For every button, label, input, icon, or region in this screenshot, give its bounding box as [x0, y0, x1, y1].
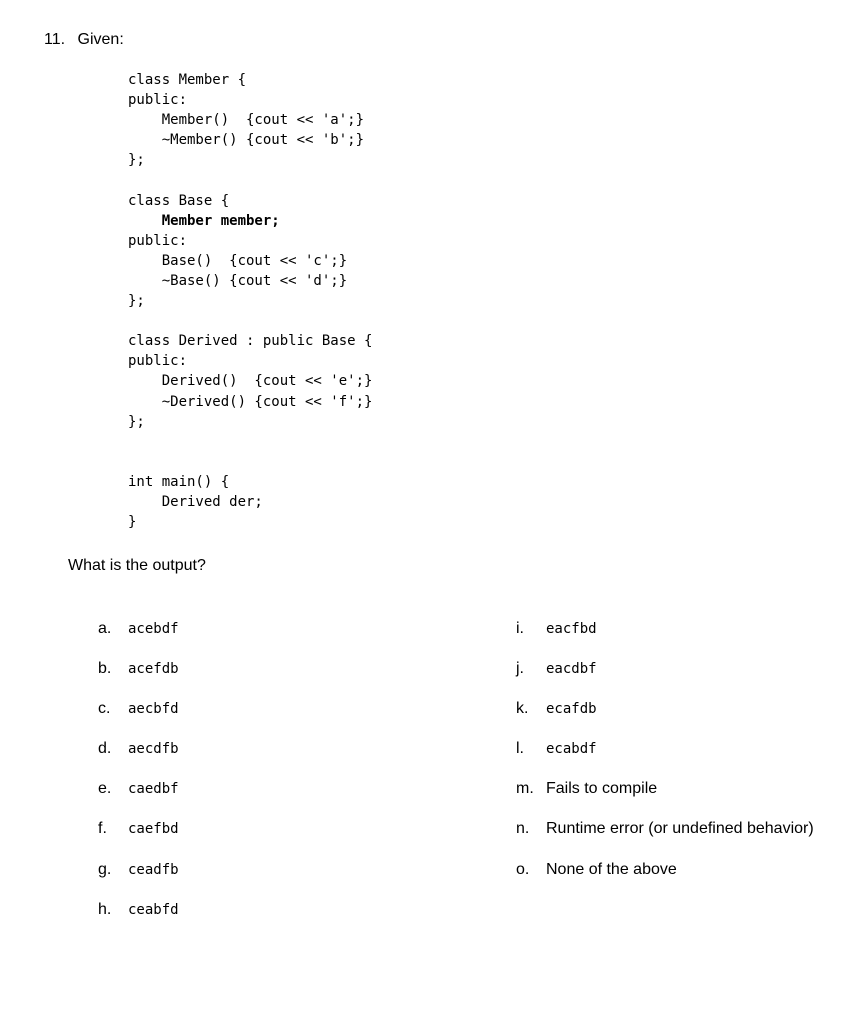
option-text: caefbd	[128, 821, 179, 837]
option-k[interactable]	[516, 700, 597, 722]
option-text: ecafdb	[546, 701, 597, 717]
code-line: public:	[128, 353, 188, 370]
option-label: a.	[98, 620, 112, 637]
option-text: aecdfb	[128, 741, 179, 757]
question-number: 11.	[44, 31, 66, 48]
code-line: Base() {cout << 'c';}	[128, 252, 348, 269]
option-text: eacdbf	[546, 661, 597, 677]
question-intro: Given:	[77, 31, 124, 48]
code-line: class Base {	[128, 192, 230, 209]
option-text: eacfbd	[546, 621, 597, 637]
option-e[interactable]	[98, 780, 179, 802]
code-line: int main() {	[128, 473, 230, 490]
option-text: caedbf	[128, 781, 179, 797]
code-line: };	[128, 413, 145, 430]
option-label: g.	[98, 861, 112, 878]
option-i[interactable]	[516, 620, 597, 642]
option-label: k.	[516, 700, 529, 717]
option-n[interactable]	[516, 820, 814, 842]
question-prompt: What is the output?	[68, 557, 206, 574]
code-line	[128, 170, 372, 190]
code-line: Derived der;	[128, 493, 263, 510]
option-l[interactable]	[516, 740, 597, 762]
option-label: l.	[516, 740, 524, 757]
option-label: m.	[516, 780, 534, 797]
option-label: b.	[98, 660, 112, 677]
option-label: c.	[98, 700, 111, 717]
option-g[interactable]	[98, 861, 179, 883]
option-label: f.	[98, 820, 107, 837]
code-line: };	[128, 152, 145, 169]
option-h[interactable]	[98, 901, 179, 923]
option-text: ecabdf	[546, 741, 597, 757]
option-c[interactable]	[98, 700, 179, 722]
code-line: }	[128, 514, 137, 531]
option-label: j.	[516, 660, 524, 677]
code-line: ~Derived() {cout << 'f';}	[128, 393, 373, 410]
code-line: ~Member() {cout << 'b';}	[128, 132, 365, 149]
code-line	[128, 452, 372, 472]
option-text: Runtime error (or undefined behavior)	[546, 820, 814, 837]
option-label: o.	[516, 861, 530, 878]
option-label: i.	[516, 620, 524, 637]
option-label: n.	[516, 820, 530, 837]
code-line: class Derived : public Base {	[128, 333, 373, 350]
code-line: Derived() {cout << 'e';}	[128, 373, 373, 390]
code-line: };	[128, 293, 145, 310]
code-line: public:	[128, 92, 188, 109]
option-a[interactable]	[98, 620, 179, 642]
option-text: ceabfd	[128, 902, 179, 918]
option-text: aecbfd	[128, 701, 179, 717]
code-line: public:	[128, 232, 188, 249]
option-label: h.	[98, 901, 112, 918]
option-text: acefdb	[128, 661, 179, 677]
option-text: Fails to compile	[546, 780, 658, 797]
code-line: class Member {	[128, 72, 247, 88]
code-line: Member() {cout << 'a';}	[128, 112, 365, 129]
option-d[interactable]	[98, 740, 179, 762]
option-o[interactable]	[516, 861, 677, 883]
option-m[interactable]	[516, 780, 657, 802]
option-label: d.	[98, 740, 112, 757]
option-label: e.	[98, 780, 112, 797]
option-text: ceadfb	[128, 862, 179, 878]
option-j[interactable]	[516, 660, 597, 682]
question-header	[44, 30, 124, 50]
option-text: acebdf	[128, 621, 179, 637]
option-text: None of the above	[546, 861, 677, 878]
code-line: ~Base() {cout << 'd';}	[128, 272, 348, 289]
option-b[interactable]	[98, 660, 179, 682]
option-f[interactable]	[98, 820, 179, 842]
code-line	[128, 311, 372, 331]
code-line-bold: Member member;	[128, 212, 280, 229]
code-line	[128, 432, 372, 452]
code-block	[128, 70, 372, 532]
